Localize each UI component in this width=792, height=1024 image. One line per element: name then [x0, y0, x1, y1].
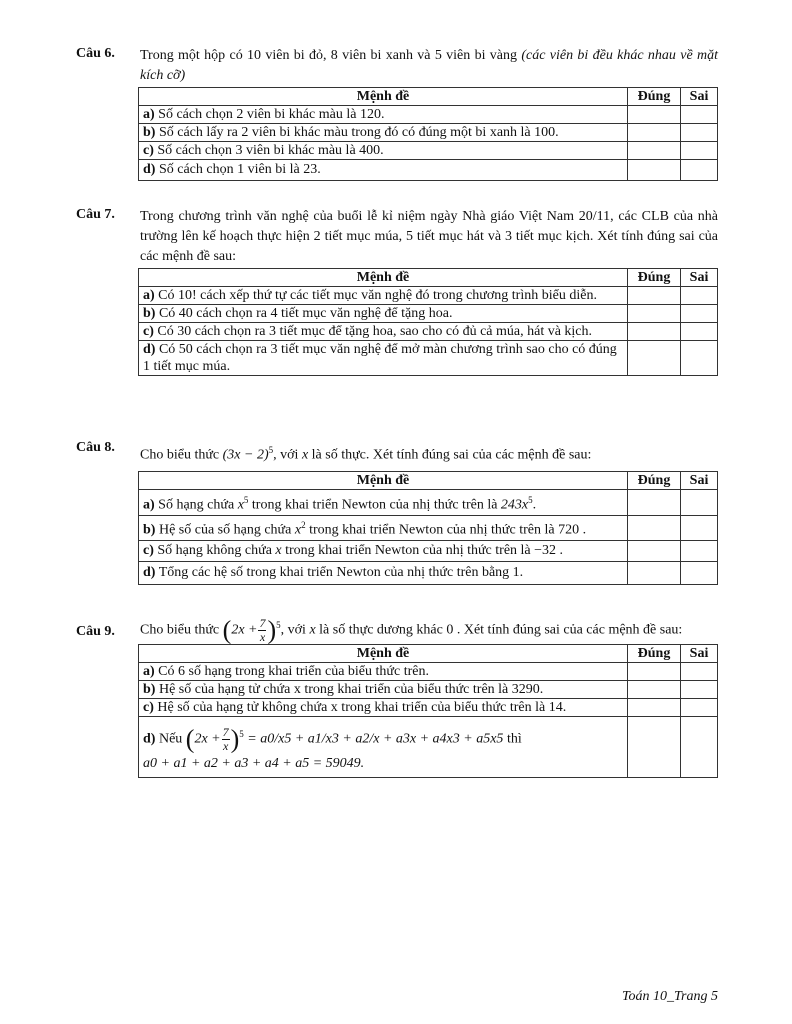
false-cell[interactable] — [681, 662, 718, 680]
true-cell[interactable] — [628, 106, 681, 124]
true-cell[interactable] — [628, 160, 681, 181]
true-cell[interactable] — [628, 341, 681, 376]
header-false: Sai — [681, 269, 718, 287]
table-row: d) Nếu (2x + $\frac{7}{x}$ )$^5$ = a0/x5 + a1/x3 + a2/x + a3x + a4x3 + a5x5 thì a0 + a1 + a2 + a3 + a4 + a5 = 59049. — [139, 716, 718, 777]
table-row: a) Số cách chọn 2 viên bi khác màu là 120. — [139, 106, 718, 124]
false-cell[interactable] — [681, 305, 718, 323]
page-footer: Toán 10_Trang 5 — [622, 989, 718, 1004]
true-cell[interactable] — [628, 540, 681, 561]
false-cell[interactable] — [681, 540, 718, 561]
false-cell[interactable] — [681, 698, 718, 716]
table-row: b) Hệ số của số hạng chứa $x^2$ trong khai triển Newton của nhị thức trên là 720 . — [139, 516, 718, 541]
coefficient-sum: a0 + a1 + a2 + a3 + a4 + a5 = 59049. — [143, 755, 365, 771]
header-statement: Mệnh đề — [139, 269, 628, 287]
header-true: Đúng — [628, 269, 681, 287]
true-cell[interactable] — [628, 287, 681, 305]
true-cell[interactable] — [628, 489, 681, 516]
table-row: a) Số hạng chứa $x^5$ trong khai triển Newton của nhị thức trên là $243x^5$. — [139, 489, 718, 516]
question-text: Cho biểu thức $(3x - 2)^5$, với x là số thực. Xét tính đúng sai của các mệnh đề sau: — [140, 445, 592, 463]
question-number: Câu 7. — [76, 207, 115, 222]
table-row: d) Có 50 cách chọn ra 3 tiết mục văn nghệ để mở màn chương trình sao cho có đúng 1 tiết mục múa. — [139, 341, 718, 376]
true-cell[interactable] — [628, 698, 681, 716]
false-cell[interactable] — [681, 124, 718, 142]
table-row: c) Hệ số của hạng tử không chứa x trong khai triển của biểu thức trên là 14. — [139, 698, 718, 716]
table-row: c) Số cách chọn 3 viên bi khác màu là 400. — [139, 142, 718, 160]
table-row: d) Số cách chọn 1 viên bi là 23. — [139, 160, 718, 181]
table-row: b) Hệ số của hạng tử chứa x trong khai triển của biểu thức trên là 3290. — [139, 680, 718, 698]
true-cell[interactable] — [628, 124, 681, 142]
truth-table — [138, 644, 718, 778]
true-cell[interactable] — [628, 662, 681, 680]
table-row: b) Có 40 cách chọn ra 4 tiết mục văn nghệ để tặng hoa. — [139, 305, 718, 323]
header-false: Sai — [681, 644, 718, 662]
false-cell[interactable] — [681, 680, 718, 698]
question-number: Câu 6. — [76, 46, 115, 61]
false-cell[interactable] — [681, 341, 718, 376]
true-cell[interactable] — [628, 716, 681, 777]
table-row: a) Có 6 số hạng trong khai triển của biểu thức trên. — [139, 662, 718, 680]
false-cell[interactable] — [681, 160, 718, 181]
header-statement: Mệnh đề — [139, 644, 628, 662]
truth-table — [138, 268, 718, 376]
true-cell[interactable] — [628, 516, 681, 541]
false-cell[interactable] — [681, 323, 718, 341]
question-text: Cho biểu thức (2x + $\frac{7}{x}$ )$^5$, với x là số thực dương khác 0 . Xét tính đúng sai của các mệnh đề sau: — [140, 615, 683, 645]
truth-table — [138, 471, 718, 585]
question-7 — [76, 207, 718, 376]
table-row: a) Có 10! cách xếp thứ tự các tiết mục văn nghệ đó trong chương trình biểu diễn. — [139, 287, 718, 305]
true-cell[interactable] — [628, 680, 681, 698]
question-6 — [76, 46, 718, 181]
header-statement: Mệnh đề — [139, 471, 628, 489]
expression: (3x − 2) — [222, 447, 269, 463]
header-true: Đúng — [628, 471, 681, 489]
table-row: c) Có 30 cách chọn ra 3 tiết mục để tặng hoa, sao cho có đủ cả múa, hát và kịch. — [139, 323, 718, 341]
header-true: Đúng — [628, 644, 681, 662]
false-cell[interactable] — [681, 287, 718, 305]
expansion-expression: = a0/x5 + a1/x3 + a2/x + a3x + a4x3 + a5x5 — [247, 731, 504, 747]
header-statement: Mệnh đề — [139, 88, 628, 106]
question-text: Trong một hộp có 10 viên bi đỏ, 8 viên bi xanh và 5 viên bi vàng (các viên bi đều khác nhau về mặt kích cỡ) — [140, 48, 718, 83]
question-number: Câu 8. — [76, 440, 115, 455]
header-false: Sai — [681, 88, 718, 106]
false-cell[interactable] — [681, 716, 718, 777]
question-text: Trong chương trình văn nghệ của buổi lễ kỉ niệm ngày Nhà giáo Việt Nam 20/11, các CLB của nhà trường lên kế hoạch thực hiện 2 tiết mục múa, 5 tiết mục hát và 3 tiết mục kịch. Xét tính đúng sai của các mệnh đề sau: — [140, 209, 718, 264]
table-row: b) Số cách lấy ra 2 viên bi khác màu trong đó có đúng một bi xanh là 100. — [139, 124, 718, 142]
truth-table — [138, 87, 718, 181]
table-row: c) Số hạng không chứa x trong khai triển Newton của nhị thức trên là −32 . — [139, 540, 718, 561]
true-cell[interactable] — [628, 305, 681, 323]
true-cell[interactable] — [628, 561, 681, 584]
header-false: Sai — [681, 471, 718, 489]
fraction: $\frac{7}{x}$ — [259, 615, 266, 644]
table-row: d) Tổng các hệ số trong khai triển Newton của nhị thức trên bằng 1. — [139, 561, 718, 584]
header-true: Đúng — [628, 88, 681, 106]
question-number: Câu 9. — [76, 624, 115, 639]
false-cell[interactable] — [681, 516, 718, 541]
true-cell[interactable] — [628, 142, 681, 160]
question-9 — [76, 612, 718, 778]
false-cell[interactable] — [681, 142, 718, 160]
true-cell[interactable] — [628, 323, 681, 341]
false-cell[interactable] — [681, 561, 718, 584]
question-8 — [76, 440, 718, 585]
false-cell[interactable] — [681, 489, 718, 516]
false-cell[interactable] — [681, 106, 718, 124]
